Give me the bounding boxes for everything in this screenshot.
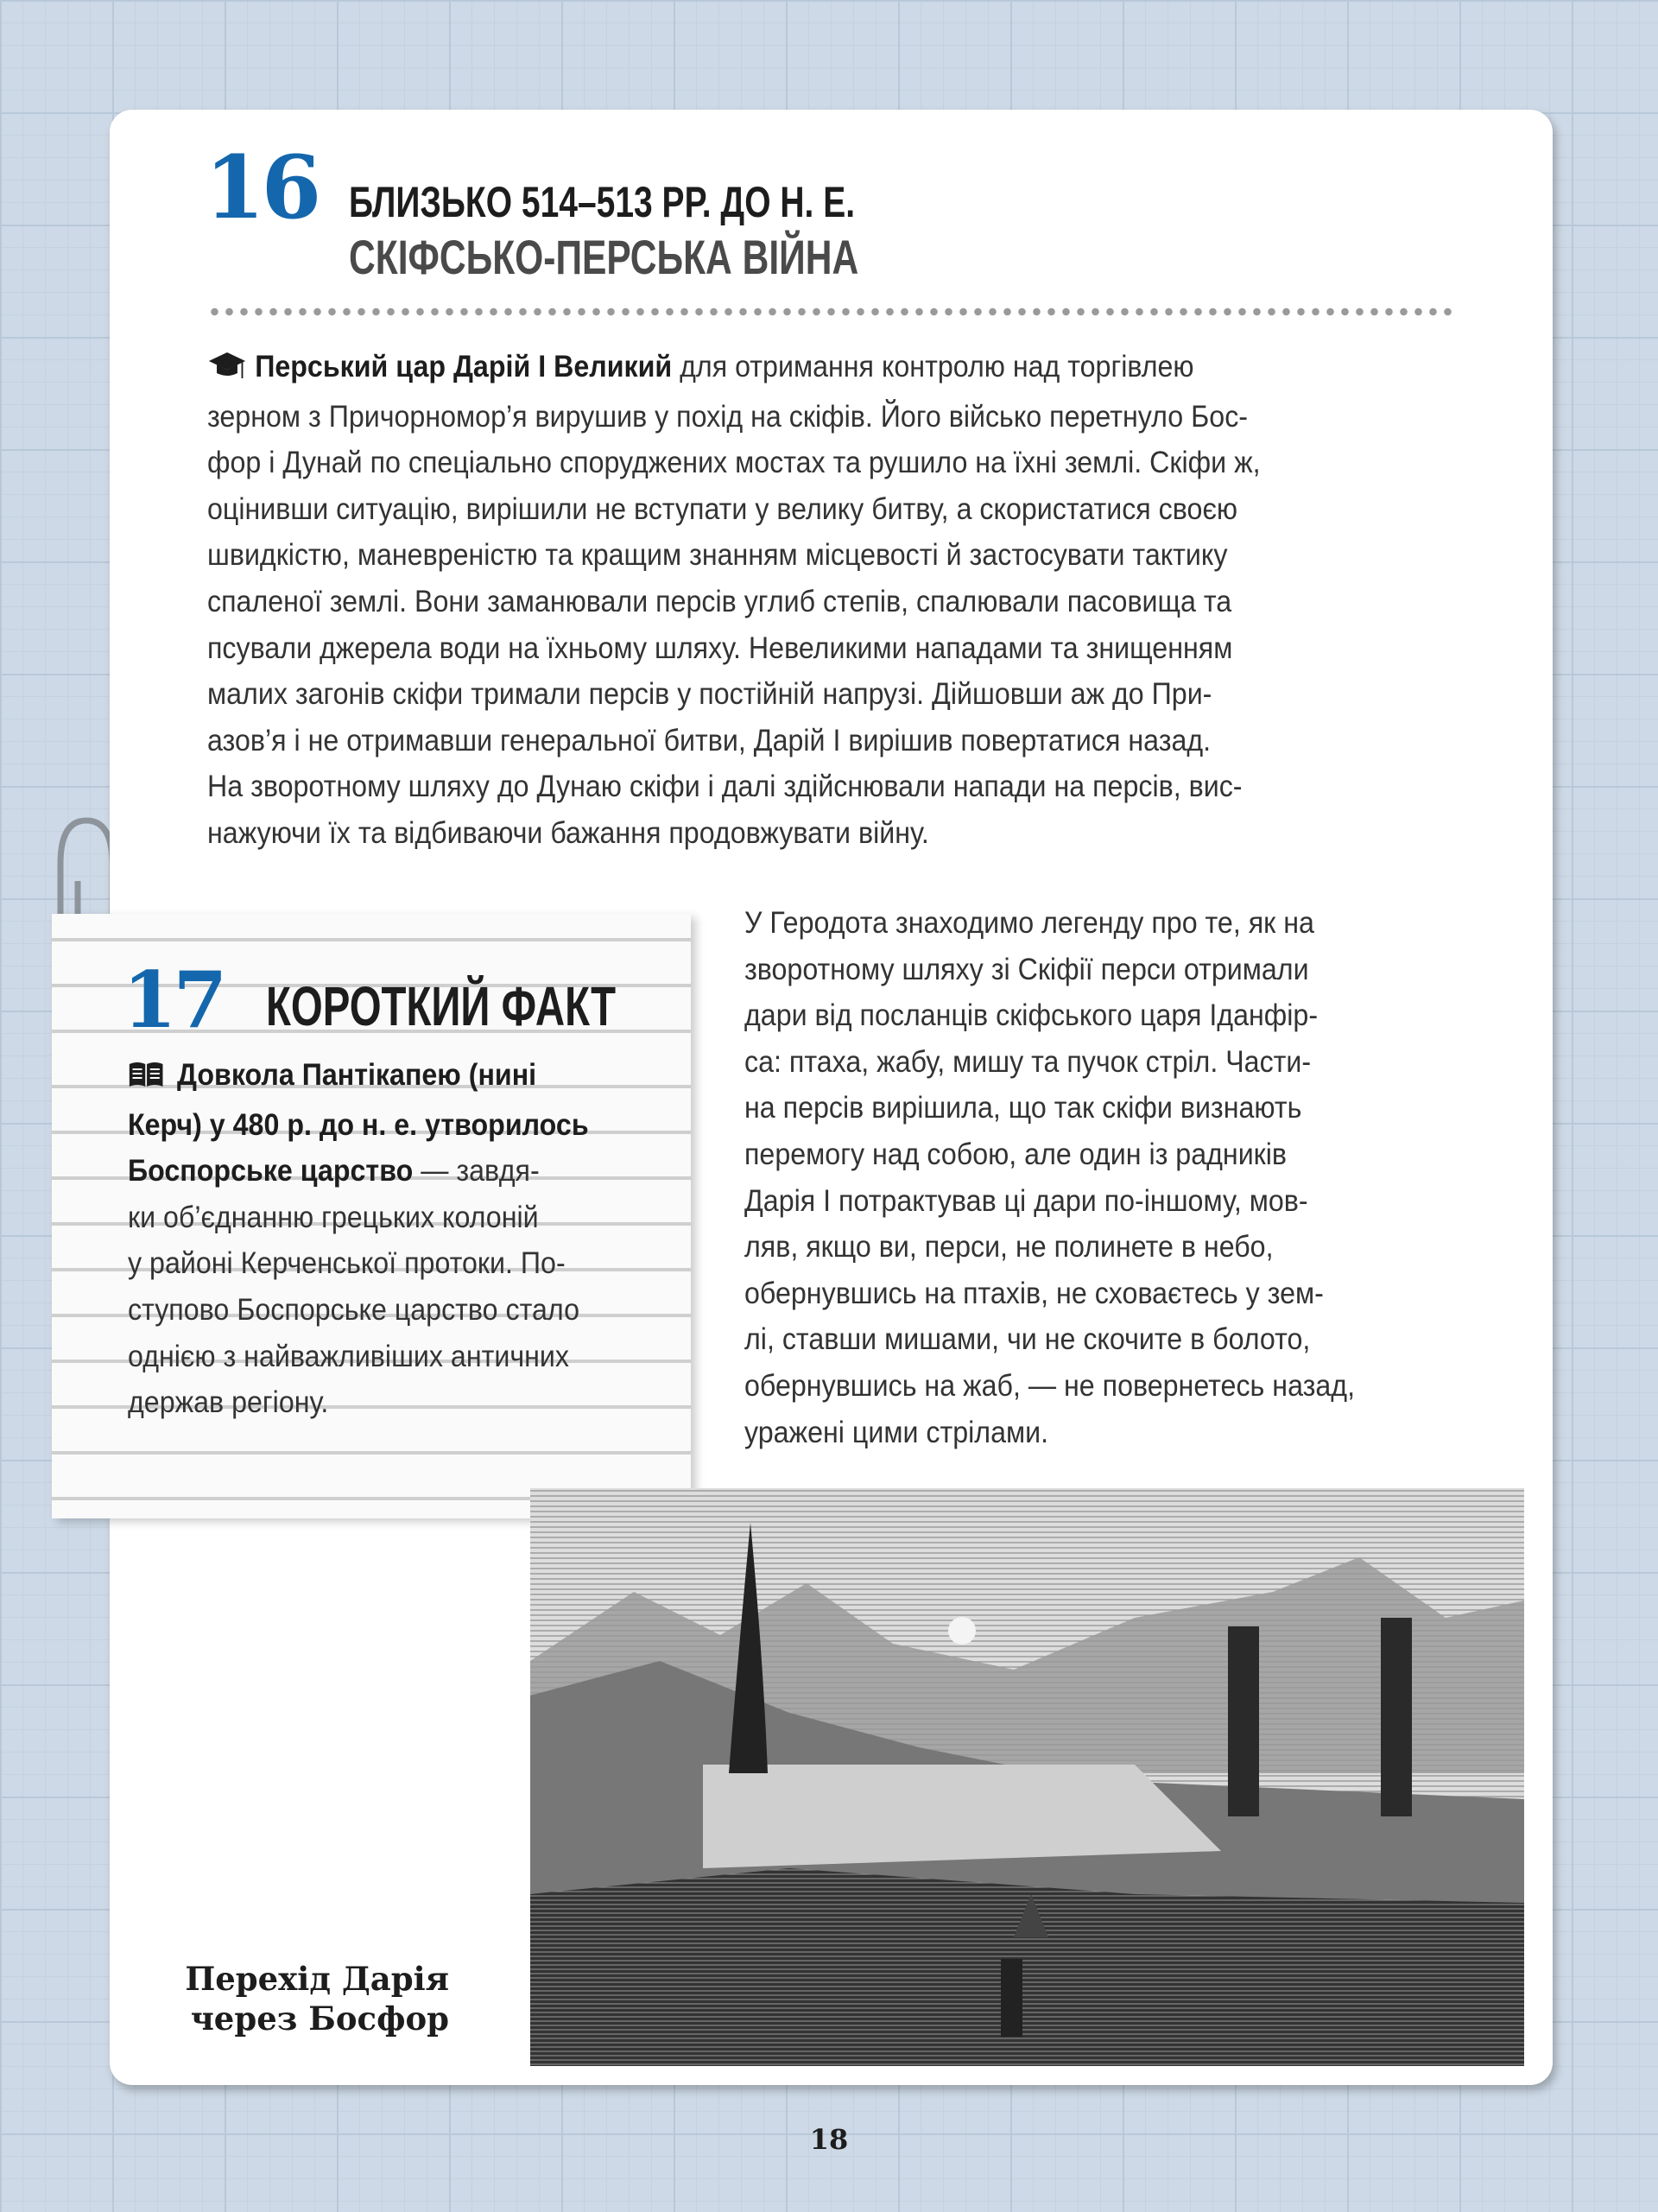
text-line: са: птаха, жабу, мишу та пучок стріл. Части- — [744, 1044, 1312, 1079]
bold-line: Боспорське царство — [128, 1154, 414, 1188]
section-date: БЛИЗЬКО 514–513 РР. ДО Н. Е. — [349, 178, 856, 226]
text-line: ляв, якщо ви, перси, не полинете в небо, — [744, 1230, 1274, 1264]
lead-rest: для отримання контролю над торгівлею — [672, 350, 1194, 383]
short-fact-text — [128, 1052, 629, 1426]
text-line: на персів вирішила, що так скіфи визнають — [744, 1091, 1302, 1125]
text-line: уражені цими стрілами. — [744, 1415, 1049, 1449]
text-line: У Геродота знаходимо легенду про те, як на — [744, 906, 1314, 940]
text-line: псували джерела води на їхньому шляху. Невеликими нападами та знищенням — [207, 631, 1233, 665]
text-line: зворотному шляху зі Скіфії перси отримали — [744, 952, 1309, 986]
book-icon — [128, 1055, 177, 1102]
text-line: обернувшись на жаб, — не повернетесь назад, — [744, 1368, 1356, 1403]
text-line: малих загонів скіфи тримали персів у постійній напрузі. Дійшовши аж до При- — [207, 677, 1212, 712]
text-line: перемогу над собою, але один із радників — [744, 1137, 1288, 1171]
text-line: лі, ставши мишами, чи не скочите в болото, — [744, 1322, 1311, 1357]
text-tail: — завдя- — [413, 1154, 540, 1188]
text-line: оцінивши ситуацію, вирішили не вступати у велику битву, а скористатися своєю — [207, 491, 1238, 526]
text-line: азов’я і не отримавши генеральної битви, Дарій І вирішив повертатися назад. — [207, 723, 1212, 757]
text-line: фор і Дунай по спеціально споруджених мостах та рушило на їхні землі. Скіфи ж, — [207, 446, 1261, 480]
caption-line: Перехід Дарія — [185, 1960, 449, 1998]
dotted-divider — [207, 307, 1455, 316]
text-line: дари від посланців скіфського царя Іданфір- — [744, 998, 1319, 1033]
bosphorus-engraving — [530, 1488, 1524, 2066]
short-fact-title: КОРОТКИЙ ФАКТ — [266, 975, 617, 1037]
text-line: однією з найважливіших античних — [128, 1339, 570, 1373]
text-line: ки об’єднанню грецьких колоній — [128, 1200, 539, 1234]
section-title: СКІФСЬКО-ПЕРСЬКА ВІЙНА — [349, 230, 859, 284]
text-line: у районі Керченської протоки. По- — [128, 1246, 566, 1281]
text-line: спаленої землі. Вони заманювали персів углиб степів, спалювали пасовища та — [207, 584, 1232, 618]
text-line: зерном з Причорномор’я вирушив у похід на скіфів. Його військо перетнуло Бос- — [207, 399, 1249, 434]
bold-line: Керч) у 480 р. до н. е. утворилось — [128, 1107, 589, 1142]
lead-bold: Перський цар Дарій І Великий — [255, 350, 673, 383]
bold-line: Довкола Пантікапею (нині — [177, 1058, 537, 1092]
graduation-cap-icon — [207, 347, 255, 394]
illustration-caption — [181, 1959, 449, 2038]
section-number: 16 — [205, 136, 319, 238]
text-line: держав регіону. — [128, 1385, 329, 1420]
section-16-text — [207, 344, 1352, 857]
legend-text — [744, 900, 1408, 1455]
page-number: 18 — [809, 2123, 849, 2156]
text-line: швидкістю, маневреністю та кращим знанням місцевості й застосувати тактику — [207, 538, 1228, 573]
section-number: 17 — [123, 954, 225, 1046]
text-line: нажуючи їх та відбиваючи бажання продовжувати війну. — [207, 815, 929, 850]
text-line: Дарія І потрактував ці дари по-іншому, мов- — [744, 1183, 1308, 1218]
text-line: ступово Боспорське царство стало — [128, 1292, 579, 1327]
text-line: обернувшись на птахів, не сховаєтесь у зем- — [744, 1276, 1324, 1310]
caption-line: через Босфор — [190, 2000, 449, 2038]
text-line: На зворотному шляху до Дунаю скіфи і далі здійснювали напади на персів, вис- — [207, 770, 1243, 804]
